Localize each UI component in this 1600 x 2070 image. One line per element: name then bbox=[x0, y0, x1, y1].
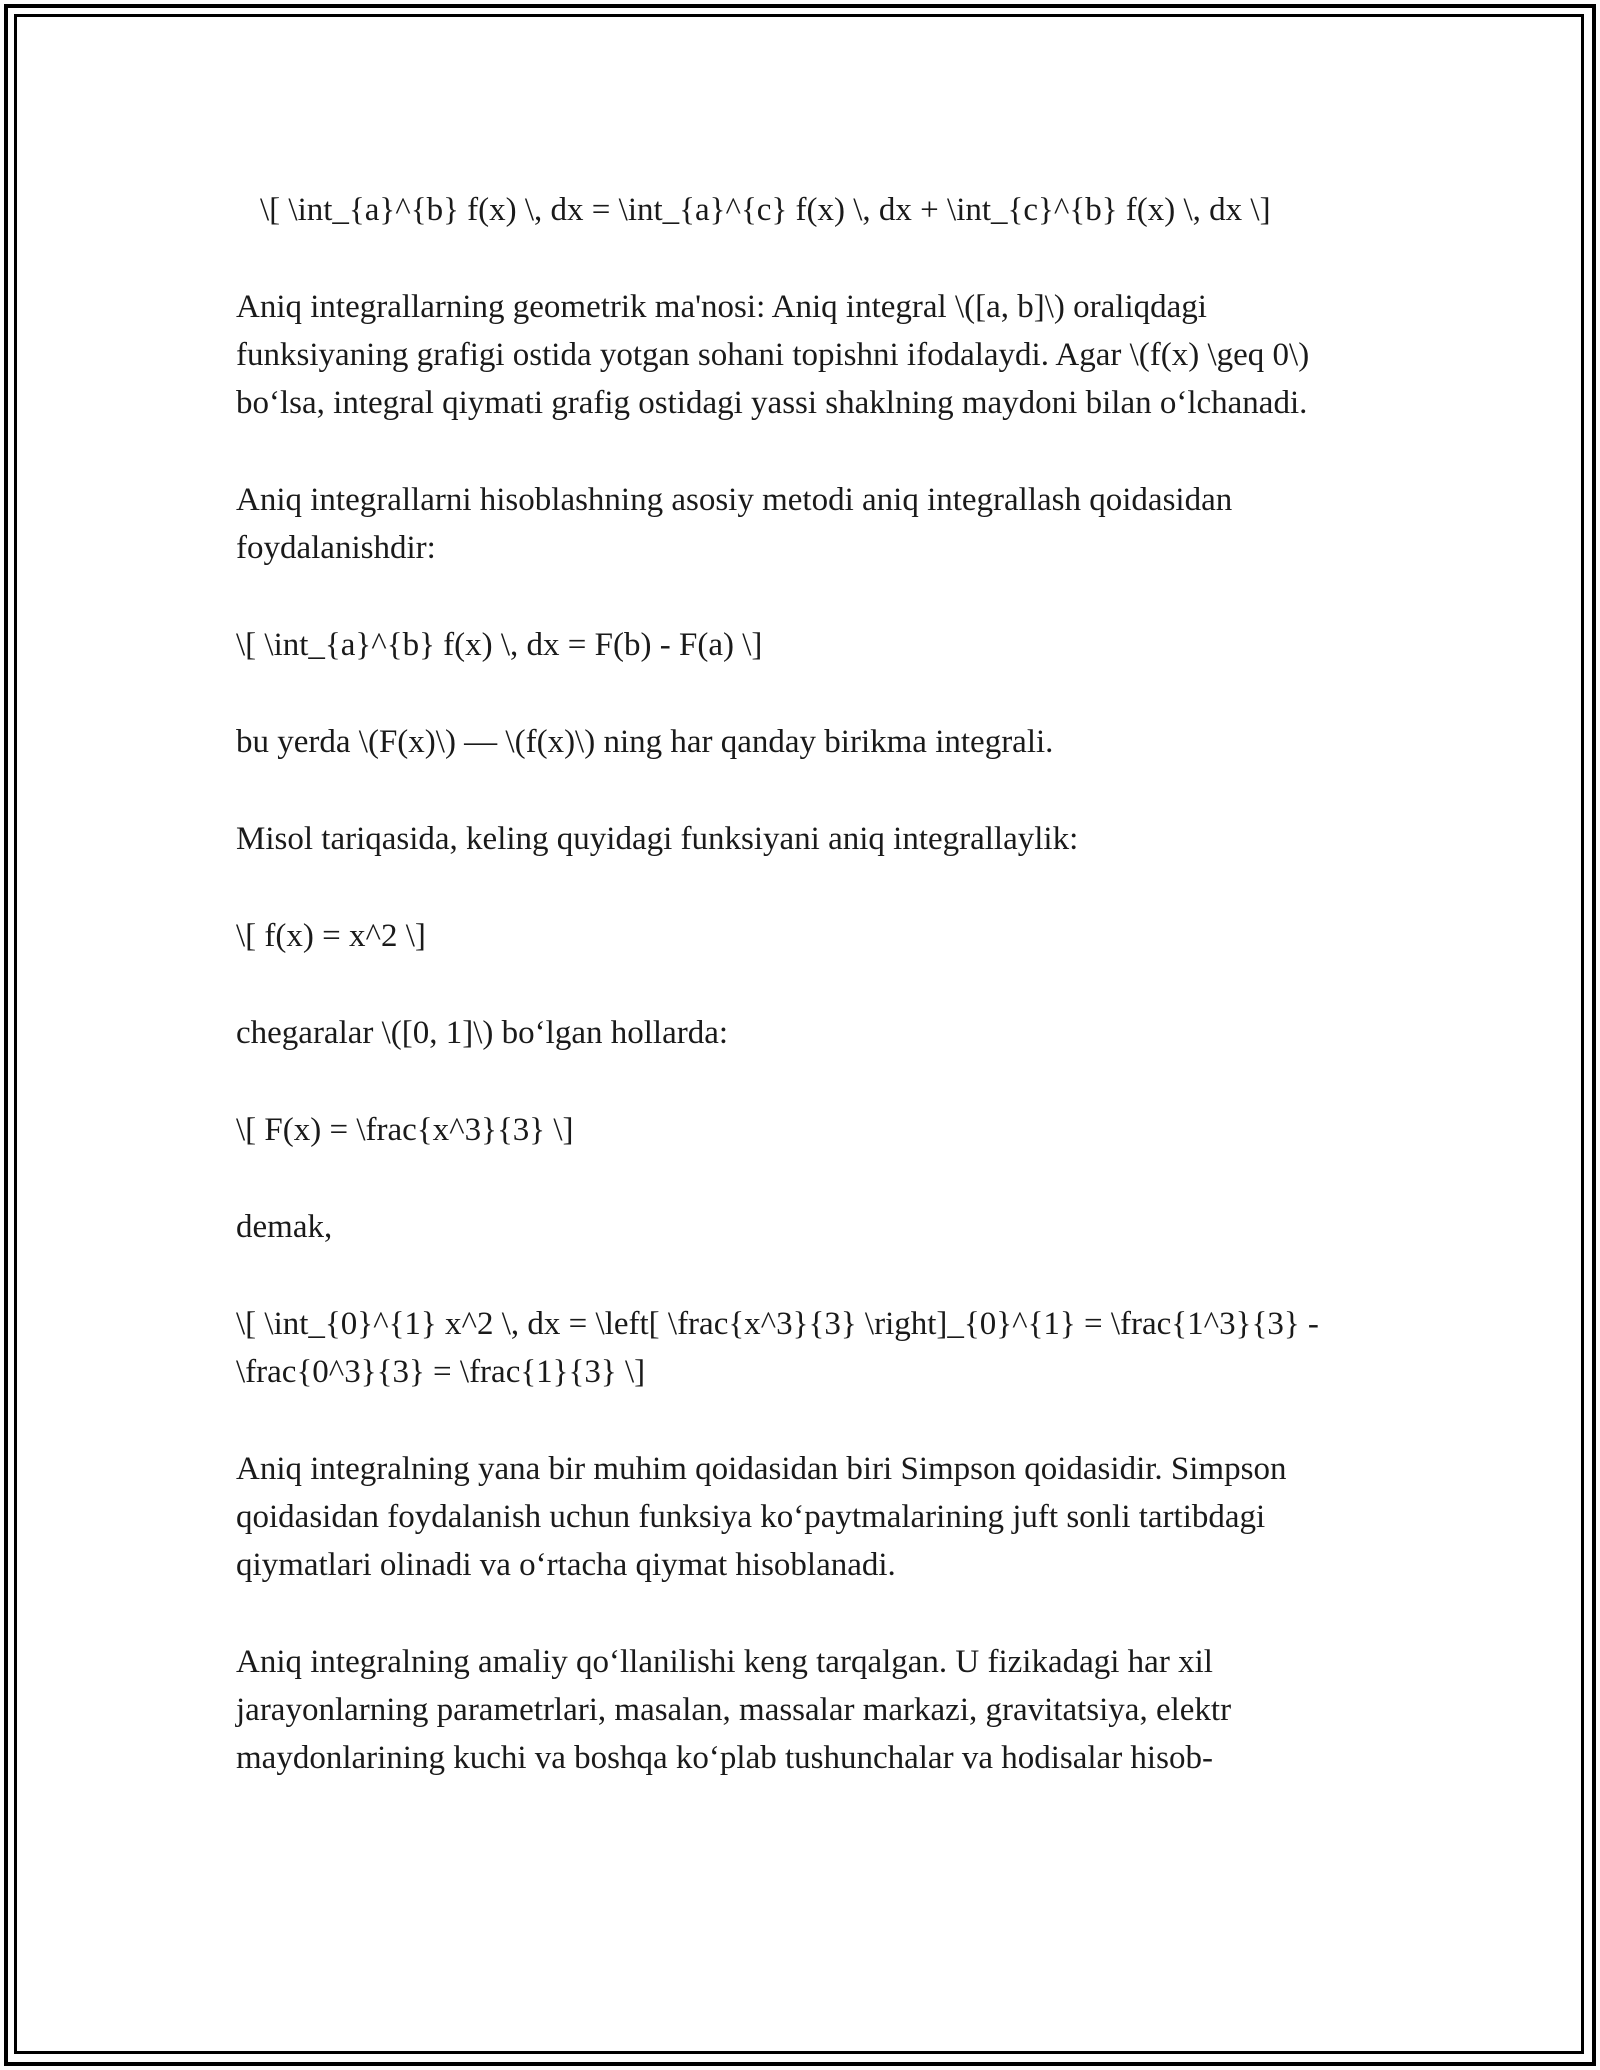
formula-function: \[ f(x) = x^2 \] bbox=[236, 918, 426, 954]
paragraph-applications: Aniq integralning amaliy qo‘llanilishi keng tarqalgan. U fizikadagi har xil jarayonlarning parametrlari, masalan, massalar markazi, gravitatsiya, elektr maydonlarining kuchi va boshqa ko‘plab tushunchalar va hodisalar hisob- bbox=[236, 1644, 1232, 1776]
document-body bbox=[236, 186, 1376, 1831]
formula-result: \[ \int_{0}^{1} x^2 \, dx = \left[ \frac{x^3}{3} \right]_{0}^{1} = \frac{1^3}{3} - \frac{0^3}{3} = \frac{1}{3} \] bbox=[236, 1306, 1319, 1390]
paragraph-main-method: Aniq integrallarni hisoblashning asosiy metodi aniq integrallash qoidasidan foydalanishdir: bbox=[236, 482, 1233, 566]
paragraph-simpson-rule: Aniq integralning yana bir muhim qoidasidan biri Simpson qoidasidir. Simpson qoidasidan foydalanish uchun funksiya ko‘paytmalarining juft sonli tartibdagi qiymatlari olinadi va o‘rtacha qiymat hisoblanadi. bbox=[236, 1451, 1287, 1583]
formula-additivity: \[ \int_{a}^{b} f(x) \, dx = \int_{a}^{c} f(x) \, dx + \int_{c}^{b} f(x) \, dx \] bbox=[260, 192, 1271, 228]
paragraph-example-intro: Misol tariqasida, keling quyidagi funksiyani aniq integrallaylik: bbox=[236, 821, 1079, 857]
paragraph-therefore: demak, bbox=[236, 1209, 333, 1245]
formula-antiderivative: \[ F(x) = \frac{x^3}{3} \] bbox=[236, 1112, 574, 1148]
paragraph-geometric-meaning: Aniq integrallarning geometrik ma'nosi: Aniq integral \([a, b]\) oraliqdagi funksiyaning grafigi ostida yotgan sohani topishni ifodalaydi. Agar \(f(x) \geq 0\) bo‘lsa, integral qiymati grafig ostidagi yassi shaklning maydoni bilan o‘lchanadi. bbox=[236, 289, 1310, 421]
formula-newton-leibniz: \[ \int_{a}^{b} f(x) \, dx = F(b) - F(a) \] bbox=[236, 627, 763, 663]
paragraph-antiderivative-note: bu yerda \(F(x)\) — \(f(x)\) ning har qanday birikma integrali. bbox=[236, 724, 1054, 760]
paragraph-bounds: chegaralar \([0, 1]\) bo‘lgan hollarda: bbox=[236, 1015, 729, 1051]
